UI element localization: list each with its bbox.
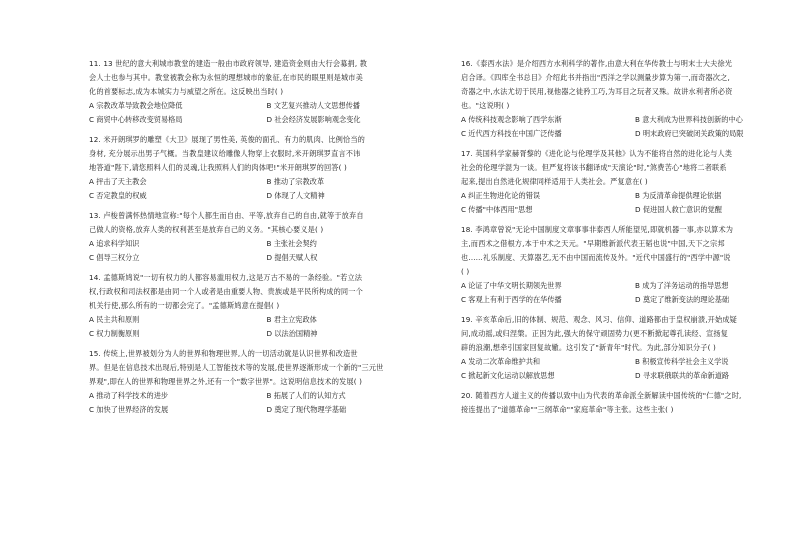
option-d: D 奠定了维新变法的理论基础 [635, 295, 730, 304]
question-17 [461, 147, 794, 217]
question-stem-line: 启合译。《四库全书总目》介绍此书并指出"西洋之学以测量步算为第一,而奇器次之, [461, 73, 730, 82]
option-a: A 宗教改革导致教会地位降低 [89, 101, 183, 110]
option-d: D 明末政府已突破闭关政策的局限 [635, 129, 744, 138]
option-c: C 权力制衡原则 [89, 329, 140, 338]
question-stem-line: 主,而西术之借根方,本于中术之天元。"早期维新派代表王韬也说"中国,天下之宗邦 [461, 239, 725, 248]
question-stem-line: 地答道"陛下,请您照料人们的灵魂,让我照料人们的肉体吧!"米开朗琪罗的回答( ) [89, 163, 347, 172]
question-stem-line: 权,行政权和司法权都是由同一个人或者是由重要人物、贵族或是平民所构成的同一个 [89, 287, 363, 296]
question-stem-line: 12. 米开朗琪罗的雕塑《大卫》展现了男性美, 英俊的面孔、有力的肌肉、比例恰当的 [89, 135, 366, 144]
option-a: A 发动二次革命维护共和 [461, 357, 541, 366]
option-d: D 奠定了现代物理学基础 [266, 405, 347, 414]
question-19 [461, 313, 794, 383]
option-b: B 拓展了人们的认知方式 [266, 391, 346, 400]
option-a: A 民主共和原则 [89, 315, 140, 324]
option-a: A 追求科学知识 [89, 239, 140, 248]
question-stem-line: 化的首要标志,成为本城实力与威望之所在。这反映出当时( ) [89, 87, 284, 96]
question-stem-line: 14. 孟德斯鸠说"一切有权力的人都容易滥用权力,这是万古不易的一条经验。"若立法 [89, 273, 363, 282]
question-stem-line: 13. 卢梭曾满怀热情地宣称:"每个人都生而自由、平等,放弃自己的自由,就等于放弃自 [89, 211, 364, 220]
question-stem-line: 也。"这说明( ) [461, 101, 510, 110]
question-stem-line: 会人士也参与其中。教堂被教会称为永恒的理想城市的象征,在市民的眼里则是城市美 [89, 73, 363, 82]
question-stem-line: 身材, 充分展示出男子气概。当教皇建议给雕像人物穿上衣服时,米开朗琪罗直言不讳 [89, 149, 361, 158]
option-a: A 推动了科学技术的进步 [89, 391, 169, 400]
option-c: C 加快了世界经济的发展 [89, 405, 169, 414]
option-b: B 为反清革命提供理论依据 [635, 191, 722, 200]
question-stem-line: 辟的浪潮,想牵引国家回复故辙。这引发了"新青年"时代。为此,部分知识分子( ) [461, 343, 716, 352]
option-d: D 社会经济发展影响观念变化 [266, 115, 361, 124]
right-column [461, 57, 794, 423]
question-stem-line: 16.《泰西水法》是介绍西方水利科学的著作,由意大利在华传教士与明末士大夫徐光 [461, 59, 733, 68]
question-18 [461, 223, 794, 307]
question-stem-line: ( ) [461, 267, 470, 276]
option-a: A 传统科技观念影响了西学东渐 [461, 115, 562, 124]
left-column [89, 57, 444, 423]
option-b: B 意大利成为世界科技创新的中心 [635, 115, 743, 124]
option-b: B 文艺复兴推动人文思想传播 [266, 101, 360, 110]
question-stem-line: 接连提出了"道德革命""三纲革命""家庭革命"等主张。这些主张( ) [461, 405, 674, 414]
option-d: D 以法治国精神 [266, 329, 318, 338]
option-b: B 主张社会契约 [266, 239, 317, 248]
question-14 [89, 271, 444, 341]
question-stem-line: 起来,提出自然进化规律同样适用于人类社会。严复意在( ) [461, 177, 648, 186]
question-16 [461, 57, 794, 141]
question-stem-line: 11. 13 世纪的意大利城市教堂的建造一般由市政府领导, 建造资金则由大行会募捐, 教 [89, 59, 368, 68]
option-b: B 积极宣传科学社会主义学说 [635, 357, 729, 366]
option-c: C 商贸中心转移改变贸易格局 [89, 115, 183, 124]
option-d: D 提倡天赋人权 [266, 253, 318, 262]
question-stem-line: 机关行使,那么所有的一切都会完了。"孟德斯鸠意在提倡( ) [89, 301, 280, 310]
option-a: A 论证了中华文明长期领先世界 [461, 281, 562, 290]
option-c: C 近代西方科技在中国广泛传播 [461, 129, 562, 138]
question-stem-line: 界。但是在信息技术出现后,特别是人工智能技术等的发展,使世界逐渐形成一个新的"三元世 [89, 363, 384, 372]
question-stem-line: 己做人的资格,放弃人类的权利甚至是放弃自己的义务。"其核心要义是( ) [89, 225, 324, 234]
option-c: C 否定教皇的权威 [89, 191, 147, 200]
option-c: C 客观上有利于西学的在华传播 [461, 295, 562, 304]
question-stem-line: 17. 英国科学家赫胥黎的《进化论与伦理学及其他》认为不能将自然的进化论与人类 [461, 149, 733, 158]
option-c: C 倡导三权分立 [89, 253, 140, 262]
question-stem-line: 社会的伦理学混为一谈。但严复将该书翻译成"天演论"时,"煞费苦心"地将二者联系 [461, 163, 727, 172]
question-stem-line: 问,成动摇,或归涅槃。正因为此,强大的保守顽固势力(更不断掀起尊孔读经、宣扬复 [461, 329, 729, 338]
question-stem-line: 15. 传统上,世界被划分为人的世界和物理世界,人的一切活动就是认识世界和改造世 [89, 349, 358, 358]
option-c: C 掀起新文化运动以解放思想 [461, 371, 555, 380]
question-11 [89, 57, 444, 127]
question-stem-line: 19. 辛亥革命后,旧的体制、规范、观念、风习、信仰、道路都由于皇权崩溃,开始成疑 [461, 315, 738, 324]
option-a: A 抨击了天主教会 [89, 177, 147, 186]
option-c: C 传播"中体西用"思想 [461, 205, 533, 214]
question-stem-line: 界观",即在人的世界和物理世界之外,还有一个"数字世界"。这说明信息技术的发展( ) [89, 377, 363, 386]
option-b: B 成为了洋务运动的指导思想 [635, 281, 729, 290]
option-d: D 促进国人救亡意识的觉醒 [635, 205, 722, 214]
option-b: B 推动了宗教改革 [266, 177, 325, 186]
question-15 [89, 347, 444, 417]
question-stem-line: 20. 随着西方人道主义的传播以致中山为代表的革命派全新解读中国传统的"仁德"之时, [461, 391, 742, 400]
question-12 [89, 133, 444, 203]
option-a: A 纠正生物进化论的错误 [461, 191, 541, 200]
option-b: B 君主立宪政体 [266, 315, 317, 324]
option-d: D 体现了人文精神 [266, 191, 325, 200]
question-13 [89, 209, 444, 265]
question-20 [461, 389, 794, 417]
option-d: D 寻求联俄联共的革命新道路 [635, 371, 730, 380]
question-stem-line: 也……礼乐制度、天算器艺,无不由中国而流传及外。"近代中国盛行的"西学中源"说 [461, 253, 731, 262]
question-stem-line: 奇器之中,水法尤切于民用,视他器之徒矜工巧,为耳目之玩者又殊。故讲水利者所必资 [461, 87, 733, 96]
question-stem-line: 18. 李鸿章曾说"无论中国制度文章事事非泰西人所能望见,即就机器一事,亦以算术为 [461, 225, 734, 234]
